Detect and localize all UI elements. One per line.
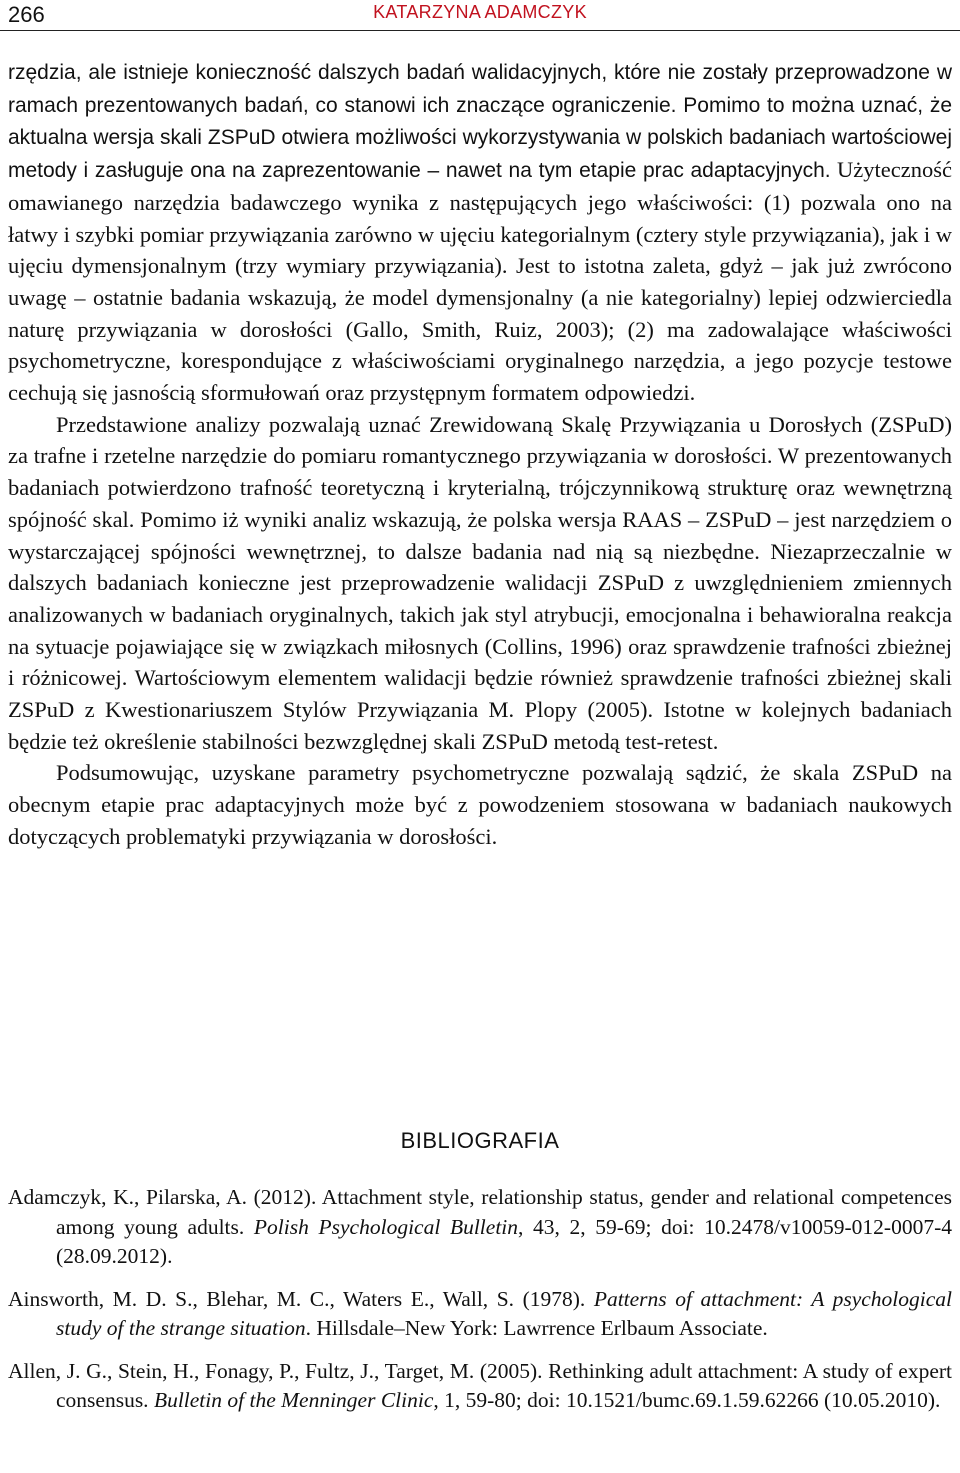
bibliography-heading: BIBLIOGRAFIA bbox=[400, 1128, 560, 1153]
bib-entry-text: Ainsworth, M. D. S., Blehar, M. C., Waters E., Wall, S. (1978). bbox=[8, 1286, 594, 1311]
bib-entry-details: . Hillsdale–New York: Lawrrence Erlbaum Associate. bbox=[305, 1316, 768, 1340]
paragraph-1 bbox=[8, 56, 952, 409]
bib-entry-details: , 1, 59-80; doi: 10.1521/bumc.69.1.59.62266 (10.05.2010). bbox=[433, 1388, 941, 1412]
bib-entry-text: Allen, J. G., Stein, H., Fonagy, P., Fultz, J., Target, M. (2005). Rethinking adult attachment: A study of expert consensus. bbox=[8, 1358, 952, 1412]
paragraph-2: Przedstawione analizy pozwalają uznać Zrewidowaną Skalę Przywiązania u Dorosłych (ZSPuD) za trafne i rzetelne narzędzie do pomiaru romantycznego przywiązania w dorosłości. W prezentowanych badaniach potwierdzono trafność teoretyczną i kryterialną, trójczynnikową strukturę oraz wewnętrzną spójność skal. Pomimo iż wyniki analiz wskazują, że polska wersja RAAS – ZSPuD – jest narzędziem o wystarczającej spójności wewnętrznej, to dalsze badania nad nią są niezbędne. Niezaprzeczalnie w dalszych badaniach konieczne jest przeprowadzenie walidacji ZSPuD z uwzględnieniem zmiennych analizowanych w badaniach oryginalnych, takich jak styl atrybucji, emocjonalna i behawioralna reakcja na sytuacje pojawiające się w związkach miłosnych (Collins, 1996) oraz sprawdzenie trafności zbieżnej i różnicowej. Wartościowym elementem walidacji będzie również sprawdzenie trafności zbieżnej skali ZSPuD z Kwestionariuszem Stylów Przywiązania M. Plopy (2005). Istotne w kolejnych badaniach będzie też określenie stabilności bezwzględnej skali ZSPuD metodą test-retest. bbox=[8, 411, 952, 754]
bib-entry-details: , 43, 2, 59-69; doi: 10.2478/v10059-012-0007-4 (28.09.2012). bbox=[56, 1214, 952, 1268]
bibliography-list bbox=[8, 1183, 952, 1429]
bib-entry-title: Patterns of attachment: A psychological study of the strange situation bbox=[56, 1286, 952, 1340]
bib-entry-adamczyk bbox=[8, 1183, 952, 1272]
bib-entry-title: Bulletin of the Menninger Clinic bbox=[153, 1388, 434, 1412]
bib-entry-allen bbox=[8, 1357, 952, 1416]
paragraph-1-serif-part: Użyteczność omawianego narzędzia badawczego wynika z następujących jego właściwości: (1) pozwala ono na łatwy i szybki pomiar przywiązania zarówno w ujęciu kategorialnym (cztery style przywiązania), jak i w ujęciu dymensjonalnym (trzy wymiary przywiązania). Jest to istotna zaleta, gdyż – jak już zwrócono uwagę – ostatnie badania wskazują, że model dymensjonalny (a nie kategorialny) lepiej odzwierciedla naturę przywiązania w dorosłości (Gallo, Smith, Ruiz, 2003); (2) ma zadowalające właściwości psychometryczne, korespondujące z właściwościami oryginalnego narzędzia, a jego pozycje testowe cechują się jasnością sformułowań oraz przystępnym formatem odpowiedzi. bbox=[8, 157, 953, 406]
running-head: KATARZYNA ADAMCZYK bbox=[373, 2, 587, 22]
bib-entry-text: Adamczyk, K., Pilarska, A. (2012). Attachment style, relationship status, gender and relational competences among young adults. bbox=[8, 1185, 952, 1239]
bib-entry-ainsworth bbox=[8, 1285, 952, 1344]
paragraph-1-sans-part: rzędzia, ale istnieje konieczność dalszych badań walidacyjnych, które nie zostały przeprowadzone w ramach prezentowanych badań, co stanowi ich znaczące ograniczenie. Pomimo to można uznać, że aktualna wersja skali ZSPuD otwiera możliwości wykorzystywania w polskich badaniach wartościowej metody i zasługuje ona na zaprezentowanie – nawet na tym etapie prac adaptacyjnych. bbox=[8, 61, 952, 183]
page-number: 266 bbox=[8, 2, 45, 27]
page-header bbox=[0, 0, 960, 31]
paragraph-3: Podsumowując, uzyskane parametry psychometryczne pozwalają sądzić, że skala ZSPuD na obecnym etapie prac adaptacyjnych może być z powodzeniem stosowana w badaniach naukowych dotyczących problematyki przywiązania w dorosłości. bbox=[8, 760, 952, 849]
bib-entry-title: Polish Psychological Bulletin bbox=[253, 1214, 519, 1239]
body-text bbox=[8, 56, 952, 853]
